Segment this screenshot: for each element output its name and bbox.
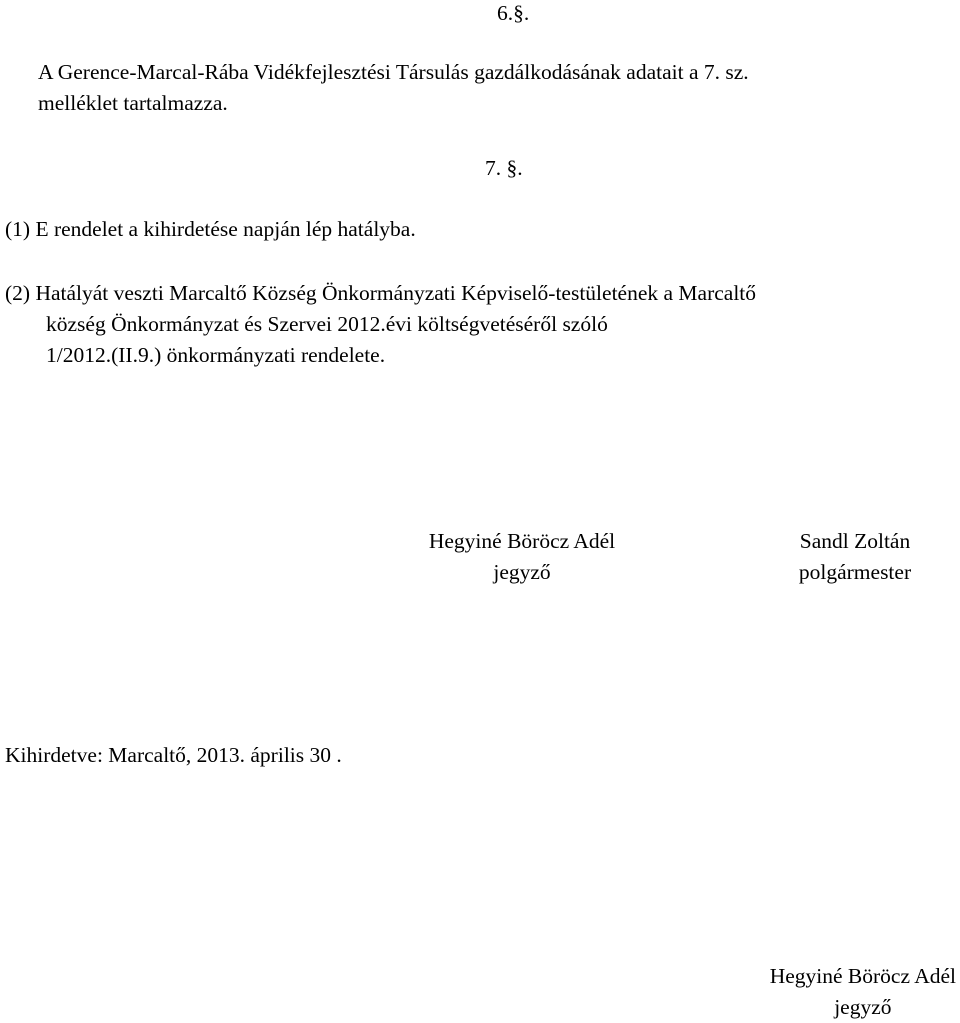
final-signature-block (770, 961, 956, 1023)
final-signature-title: jegyző (834, 995, 892, 1019)
mayor-signature-block (744, 526, 960, 588)
section-6-text-line-1: A Gerence-Marcal-Rába Vidékfejlesztési Társulás gazdálkodásának adatait a 7. sz. (38, 60, 749, 84)
section-6-heading: 6.§. (497, 1, 530, 25)
notary-title: jegyző (493, 560, 551, 584)
section-7-paragraph-2-line-2: község Önkormányzat és Szervei 2012.évi költségvetéséről szóló (46, 312, 608, 336)
notary-signature-block (380, 526, 664, 588)
notary-name: Hegyiné Böröcz Adél (428, 529, 616, 553)
section-7-paragraph-2-line-1: (2) Hatályát veszti Marcaltő Község Önkormányzati Képviselő-testületének a Marcaltő (5, 281, 757, 305)
mayor-title: polgármester (798, 560, 912, 584)
section-6-text-line-2: melléklet tartalmazza. (38, 91, 228, 115)
mayor-name: Sandl Zoltán (799, 529, 911, 553)
section-7-paragraph-2-line-3: 1/2012.(II.9.) önkormányzati rendelete. (46, 343, 386, 367)
section-7-paragraph-1: (1) E rendelet a kihirdetése napján lép hatályba. (5, 217, 416, 241)
announcement-line: Kihirdetve: Marcaltő, 2013. április 30 . (5, 743, 342, 767)
section-7-heading: 7. §. (485, 156, 523, 180)
final-signature-name: Hegyiné Böröcz Adél (769, 964, 956, 988)
